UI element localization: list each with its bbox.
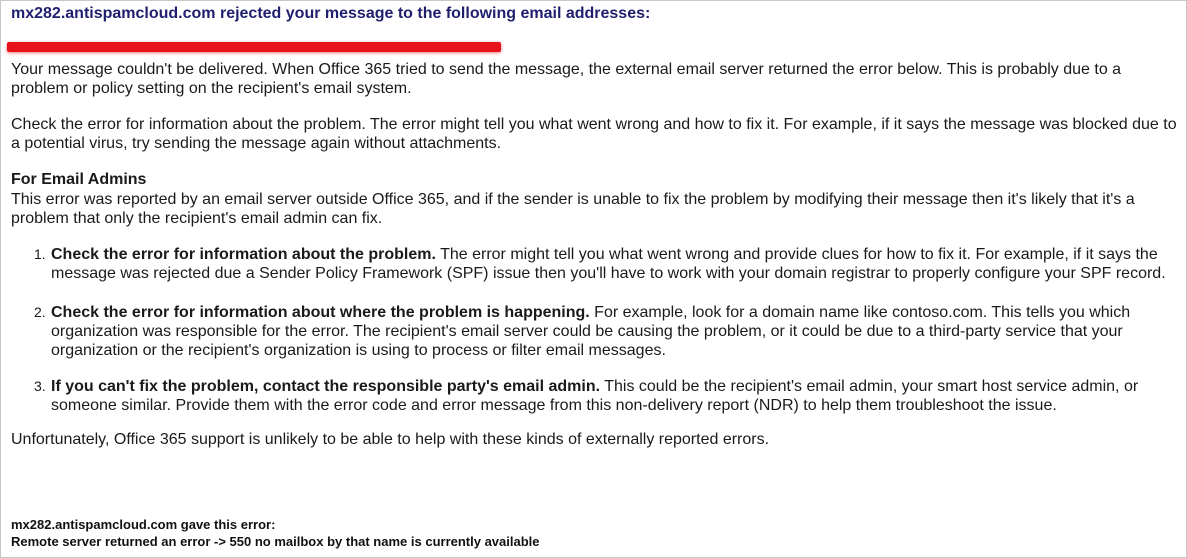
step-item-3 [34, 377, 1176, 415]
step-item-2 [34, 303, 1176, 360]
support-note-paragraph: Unfortunately, Office 365 support is unlikely to be able to help with these kinds of externally reported errors. [11, 431, 770, 448]
step-text: For example, look for a domain name like contoso.com. This tells you which organization was responsible for the error. The recipient's email server could be causing the problem, or it could be due to a third-party service that your organization or the recipient's organization is using to process or filter email messages. [51, 304, 1131, 359]
error-source-line: mx282.antispamcloud.com gave this error: [11, 517, 276, 532]
step-title: If you can't fix the problem, contact the responsible party's email admin. [51, 378, 601, 395]
step-number: 1. [34, 246, 46, 262]
email-admins-heading: For Email Admins [11, 171, 147, 188]
check-error-paragraph: Check the error for information about the problem. The error might tell you what went wrong and how to fix it. For example, if it says the message was blocked due to a potential virus, try sending the message again without attachments. [11, 116, 1177, 152]
server-error-details [11, 516, 540, 550]
step-title: Check the error for information about the problem. [51, 246, 436, 263]
delivery-failure-paragraph: Your message couldn't be delivered. When Office 365 tried to send the message, the external email server returned the error below. This is probably due to a problem or policy setting on the recipient's email system. [11, 61, 1122, 97]
step-title: Check the error for information about where the problem is happening. [51, 304, 590, 321]
redacted-recipient-address [7, 42, 501, 52]
step-text: This could be the recipient's email admin, your smart host service admin, or someone similar. Provide them with the error code and error message from this non-delivery report (NDR) to help them troubleshoot the issue. [51, 378, 1139, 414]
step-number: 2. [34, 304, 46, 320]
step-text: The error might tell you what went wrong and provide clues for how to fix it. For example, if it says the message was rejected due a Sender Policy Framework (SPF) issue then you'll have to work with your domain registrar to properly configure your SPF record. [51, 246, 1166, 282]
step-item-1 [34, 245, 1176, 283]
step-number: 3. [34, 378, 46, 394]
admins-intro-paragraph: This error was reported by an email server outside Office 365, and if the sender is unable to fix the problem by modifying their message then it's likely that it's a problem that only the recipient's email admin can fix. [11, 191, 1135, 227]
error-message-line: Remote server returned an error -> 550 no mailbox by that name is currently available [11, 534, 540, 549]
rejection-headline: mx282.antispamcloud.com rejected your message to the following email addresses: [11, 5, 651, 22]
